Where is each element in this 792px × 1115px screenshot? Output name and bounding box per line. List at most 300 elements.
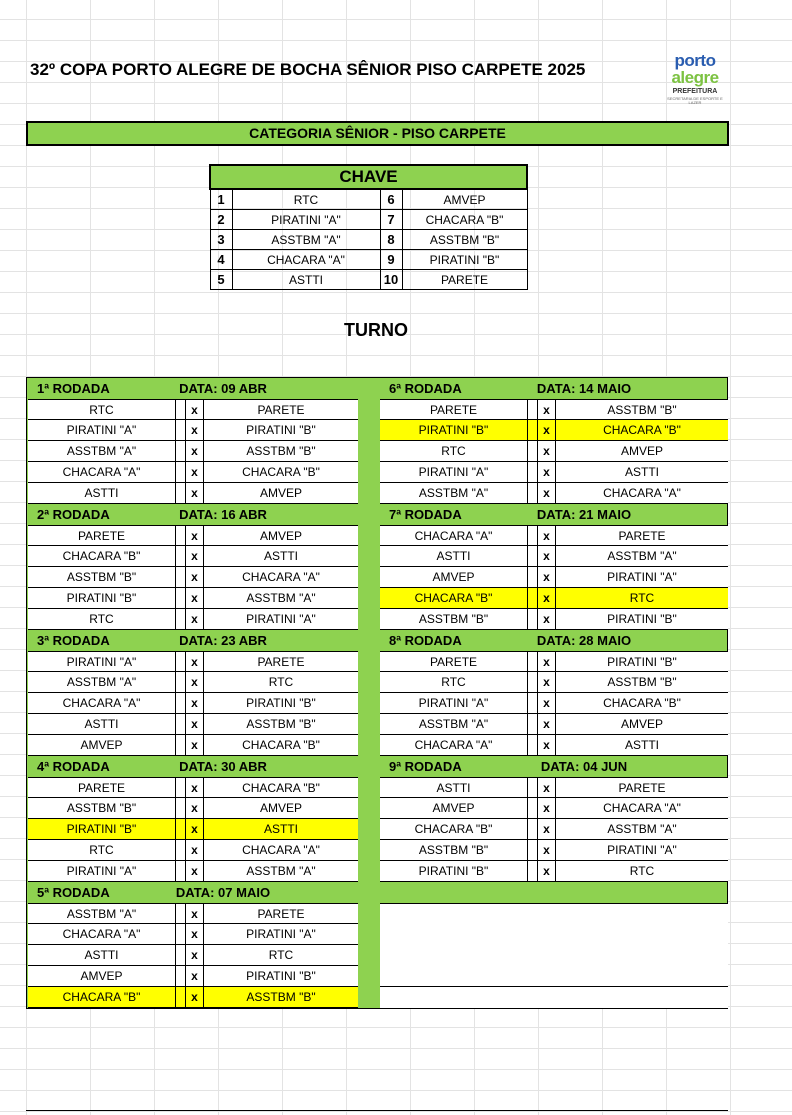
spacer-cell [176, 798, 186, 818]
spacer-cell [176, 588, 186, 608]
away-team: ASSTBM "B" [607, 675, 677, 689]
spacer-cell [176, 400, 186, 419]
spacer-cell [528, 652, 538, 671]
away-team: CHACARA "B" [556, 420, 728, 440]
match-row [380, 609, 728, 630]
versus-mark: x [186, 904, 204, 923]
round-date: DATA: 16 ABR [179, 507, 267, 522]
home-team: PARETE [380, 652, 528, 671]
chave-number: 5 [210, 270, 232, 290]
home-team: ASTTI [28, 945, 176, 965]
home-team: CHACARA "B" [28, 987, 176, 1007]
round-block [28, 630, 358, 756]
chave-number: 4 [210, 250, 232, 270]
round-date: DATA: 07 MAIO [175, 885, 271, 900]
match-row [380, 483, 728, 504]
spacer-cell [176, 924, 186, 944]
round-name: 1ª RODADA [37, 381, 110, 396]
round-date: DATA: 28 MAIO [536, 633, 632, 648]
match-row [380, 546, 728, 567]
match-row [380, 441, 728, 462]
round-date: DATA: 23 ABR [179, 633, 267, 648]
home-team: PIRATINI "A" [28, 420, 176, 440]
away-team: RTC [629, 864, 655, 878]
versus-mark: x [186, 966, 204, 986]
round-header [380, 630, 728, 651]
match-row [28, 567, 358, 588]
versus-mark: x [186, 840, 204, 860]
spacer-cell [528, 441, 538, 461]
match-row [28, 588, 358, 609]
away-team: PARETE [257, 907, 305, 921]
spacer-cell [528, 819, 538, 839]
away-team: ASSTBM "A" [246, 864, 316, 878]
chave-row [210, 210, 527, 230]
chave-team: PIRATINI "A" [232, 210, 380, 230]
match-row [28, 966, 358, 987]
logo-line-secretaria: SECRETARIA DE ESPORTE E LAZER [667, 96, 723, 106]
round-block [28, 378, 358, 504]
away-team: CHACARA "A" [603, 486, 681, 500]
round-header [28, 378, 358, 399]
spacer-cell [176, 904, 186, 923]
match-row [380, 462, 728, 483]
spacer-cell [176, 819, 186, 839]
home-team: ASTTI [380, 778, 528, 797]
page-title: 32º COPA PORTO ALEGRE DE BOCHA SÊNIOR PISO CARPETE 2025 [30, 60, 586, 79]
chave-number: 2 [210, 210, 232, 230]
spacer-cell [176, 546, 186, 566]
logo-line-porto: porto [674, 51, 716, 70]
home-team: CHACARA "B" [28, 546, 176, 566]
match-row [380, 420, 728, 441]
match-row [28, 441, 358, 462]
match-row [380, 819, 728, 840]
chave-team: PIRATINI "B" [402, 250, 527, 270]
match-row [380, 651, 728, 672]
versus-mark: x [538, 400, 556, 419]
away-team: PIRATINI "A" [246, 927, 316, 941]
home-team: CHACARA "A" [380, 735, 528, 755]
home-team: CHACARA "B" [380, 588, 528, 608]
versus-mark: x [538, 861, 556, 881]
versus-mark: x [538, 652, 556, 671]
spacer-cell [528, 462, 538, 482]
away-team: PIRATINI "B" [246, 969, 316, 983]
match-row [28, 714, 358, 735]
match-row [28, 924, 358, 945]
chave-table [209, 164, 528, 290]
chave-team: PARETE [402, 270, 527, 290]
spacer-cell [176, 462, 186, 482]
away-team: CHACARA "A" [242, 570, 320, 584]
away-team: PARETE [618, 781, 666, 795]
match-row [380, 672, 728, 693]
versus-mark: x [186, 693, 204, 713]
match-row [28, 483, 358, 504]
match-row [380, 735, 728, 756]
away-team: AMVEP [620, 444, 663, 458]
versus-mark: x [186, 924, 204, 944]
spacer-cell [176, 987, 186, 1007]
away-team: PIRATINI "B" [607, 612, 677, 626]
away-team: PARETE [257, 403, 305, 417]
away-team: ASSTBM "A" [607, 549, 677, 563]
chave-row [210, 230, 527, 250]
home-team: CHACARA "A" [28, 462, 176, 482]
versus-mark: x [186, 609, 204, 629]
match-row [28, 777, 358, 798]
chave-row [210, 270, 527, 290]
away-team: AMVEP [259, 801, 302, 815]
round-header [380, 378, 728, 399]
round-name: 6ª RODADA [389, 381, 462, 396]
spacer-cell [528, 526, 538, 545]
spacer-cell [176, 567, 186, 587]
away-team: ASSTBM "B" [204, 987, 358, 1007]
spacer-cell [528, 798, 538, 818]
empty-box [380, 903, 728, 1008]
away-team: PIRATINI "A" [246, 612, 316, 626]
spacer-cell [176, 609, 186, 629]
home-team: CHACARA "A" [28, 693, 176, 713]
versus-mark: x [186, 420, 204, 440]
home-team: PARETE [380, 400, 528, 419]
versus-mark: x [186, 798, 204, 818]
away-team: ASSTBM "B" [607, 403, 677, 417]
chave-row [210, 189, 527, 210]
home-team: RTC [28, 609, 176, 629]
versus-mark: x [186, 861, 204, 881]
match-row [28, 546, 358, 567]
prefeitura-logo [664, 52, 726, 106]
schedule-grid [26, 377, 728, 1009]
away-team: PIRATINI "B" [246, 423, 316, 437]
round-name: 3ª RODADA [37, 633, 110, 648]
versus-mark: x [538, 462, 556, 482]
home-team: CHACARA "A" [28, 924, 176, 944]
chave-number: 10 [380, 270, 402, 290]
spacer-cell [176, 652, 186, 671]
away-team: ASTTI [624, 465, 659, 479]
versus-mark: x [538, 546, 556, 566]
home-team: ASTTI [28, 714, 176, 734]
away-team: ASSTBM "B" [246, 444, 316, 458]
logo-line-prefeitura: PREFEITURA [672, 88, 718, 95]
away-team: CHACARA "B" [242, 781, 320, 795]
spacer-cell [176, 840, 186, 860]
round-name: 4ª RODADA [37, 759, 110, 774]
chave-team: AMVEP [402, 189, 527, 210]
chave-row [210, 250, 527, 270]
home-team: ASSTBM "B" [28, 567, 176, 587]
chave-team: RTC [232, 189, 380, 210]
home-team: ASSTBM "A" [28, 441, 176, 461]
home-team: ASSTBM "A" [380, 714, 528, 734]
spacer-cell [528, 420, 538, 440]
match-row [28, 903, 358, 924]
away-team: ASSTBM "B" [246, 717, 316, 731]
match-row [28, 861, 358, 882]
away-team: RTC [268, 948, 294, 962]
away-team: CHACARA "B" [603, 696, 681, 710]
round-header [28, 630, 358, 651]
away-team: PIRATINI "B" [246, 696, 316, 710]
away-team: RTC [556, 588, 728, 608]
versus-mark: x [538, 735, 556, 755]
chave-number: 1 [210, 189, 232, 210]
spacer-cell [176, 672, 186, 692]
away-team: PARETE [257, 655, 305, 669]
home-team: ASSTBM "B" [28, 798, 176, 818]
round-name: 9ª RODADA [389, 759, 462, 774]
round-header [28, 756, 358, 777]
home-team: PIRATINI "A" [28, 652, 176, 671]
round-header [28, 882, 358, 903]
home-team: ASSTBM "A" [28, 672, 176, 692]
away-team: AMVEP [259, 486, 302, 500]
round-header [380, 756, 728, 777]
round-block [380, 378, 728, 504]
away-team: RTC [268, 675, 294, 689]
round-name: 7ª RODADA [389, 507, 462, 522]
round-block [380, 630, 728, 756]
home-team: ASSTBM "A" [380, 483, 528, 503]
versus-mark: x [186, 735, 204, 755]
versus-mark: x [186, 778, 204, 797]
round-date: DATA: 14 MAIO [536, 381, 632, 396]
spacer-cell [176, 714, 186, 734]
away-team: AMVEP [620, 717, 663, 731]
home-team: PARETE [28, 778, 176, 797]
round-name: 8ª RODADA [389, 633, 462, 648]
spacer-cell [176, 966, 186, 986]
round-block [28, 882, 358, 1008]
match-row [28, 672, 358, 693]
spacer-cell [528, 714, 538, 734]
versus-mark: x [538, 819, 556, 839]
home-team: PIRATINI "B" [380, 420, 528, 440]
spacer-cell [176, 441, 186, 461]
round-block [28, 756, 358, 882]
spacer-cell [528, 672, 538, 692]
spacer-cell [528, 483, 538, 503]
spacer-cell [528, 735, 538, 755]
round-block [28, 504, 358, 630]
footer-divider [26, 1110, 728, 1111]
away-team: ASSTBM "A" [607, 822, 677, 836]
versus-mark: x [186, 483, 204, 503]
home-team: AMVEP [28, 735, 176, 755]
chave-team: ASTTI [232, 270, 380, 290]
match-row [28, 525, 358, 546]
home-team: CHACARA "B" [380, 819, 528, 839]
chave-team: ASSTBM "B" [402, 230, 527, 250]
chave-team: CHACARA "A" [232, 250, 380, 270]
versus-mark: x [186, 652, 204, 671]
away-team: ASTTI [263, 549, 298, 563]
chave-number: 6 [380, 189, 402, 210]
away-team: ASTTI [624, 738, 659, 752]
match-row [28, 693, 358, 714]
spacer-cell [176, 778, 186, 797]
match-row [28, 840, 358, 861]
match-row [380, 840, 728, 861]
spacer-cell [176, 735, 186, 755]
match-row [28, 798, 358, 819]
home-team: CHACARA "A" [380, 526, 528, 545]
versus-mark: x [538, 840, 556, 860]
match-row [380, 588, 728, 609]
versus-mark: x [186, 567, 204, 587]
home-team: PIRATINI "A" [28, 861, 176, 881]
home-team: ASSTBM "A" [28, 904, 176, 923]
versus-mark: x [186, 819, 204, 839]
match-row [380, 693, 728, 714]
versus-mark: x [186, 945, 204, 965]
versus-mark: x [538, 672, 556, 692]
versus-mark: x [186, 672, 204, 692]
home-team: RTC [380, 672, 528, 692]
versus-mark: x [538, 798, 556, 818]
match-row [28, 420, 358, 441]
match-row [28, 399, 358, 420]
home-team: RTC [28, 400, 176, 419]
versus-mark: x [186, 526, 204, 545]
category-banner: CATEGORIA SÊNIOR - PISO CARPETE [26, 121, 729, 146]
spacer-cell [528, 693, 538, 713]
home-team: RTC [380, 441, 528, 461]
home-team: PIRATINI "A" [380, 693, 528, 713]
versus-mark: x [538, 609, 556, 629]
versus-mark: x [186, 400, 204, 419]
home-team: PIRATINI "B" [28, 819, 176, 839]
match-row [28, 819, 358, 840]
home-team: ASTTI [28, 483, 176, 503]
versus-mark: x [186, 588, 204, 608]
match-row [380, 798, 728, 819]
away-team: CHACARA "B" [242, 465, 320, 479]
round-date: DATA: 21 MAIO [536, 507, 632, 522]
match-row [28, 609, 358, 630]
away-team: ASSTBM "A" [246, 591, 316, 605]
logo-line-alegre: alegre [671, 68, 719, 87]
spacer-cell [528, 567, 538, 587]
spacer-cell [176, 693, 186, 713]
chave-number: 9 [380, 250, 402, 270]
match-row [28, 987, 358, 1008]
away-team: PIRATINI "A" [607, 570, 677, 584]
round-date: DATA: 09 ABR [179, 381, 267, 396]
spacer-cell [176, 483, 186, 503]
match-row [380, 567, 728, 588]
match-row [380, 714, 728, 735]
home-team: AMVEP [28, 966, 176, 986]
spacer-cell [176, 526, 186, 545]
schedule-left-column [28, 378, 358, 1008]
match-row [380, 399, 728, 420]
spacer-cell [528, 546, 538, 566]
round-header [380, 504, 728, 525]
versus-mark: x [186, 546, 204, 566]
chave-team: ASSTBM "A" [232, 230, 380, 250]
home-team: ASSTBM "B" [380, 840, 528, 860]
spacer-cell [528, 861, 538, 881]
away-team: PIRATINI "B" [607, 655, 677, 669]
away-team: CHACARA "A" [242, 843, 320, 857]
home-team: RTC [28, 840, 176, 860]
spacer-cell [528, 609, 538, 629]
spacer-cell [528, 778, 538, 797]
versus-mark: x [538, 693, 556, 713]
versus-mark: x [538, 588, 556, 608]
round-date: DATA: 30 ABR [179, 759, 267, 774]
round-block [380, 756, 728, 882]
spacer-cell [528, 840, 538, 860]
spacer-cell [528, 400, 538, 419]
turno-heading: TURNO [344, 320, 408, 340]
versus-mark: x [186, 987, 204, 1007]
versus-mark: x [186, 714, 204, 734]
home-team: PIRATINI "B" [380, 861, 528, 881]
versus-mark: x [186, 462, 204, 482]
spacer-cell [176, 420, 186, 440]
home-team: ASTTI [380, 546, 528, 566]
home-team: PIRATINI "B" [28, 588, 176, 608]
chave-header: CHAVE [210, 165, 527, 189]
match-row [28, 945, 358, 966]
versus-mark: x [538, 483, 556, 503]
versus-mark: x [538, 420, 556, 440]
away-team: AMVEP [259, 529, 302, 543]
versus-mark: x [538, 441, 556, 461]
spacer-cell [528, 588, 538, 608]
versus-mark: x [538, 526, 556, 545]
chave-team: CHACARA "B" [402, 210, 527, 230]
schedule-right-column [380, 378, 728, 882]
versus-mark: x [186, 441, 204, 461]
versus-mark: x [538, 567, 556, 587]
match-row [380, 861, 728, 882]
home-team: AMVEP [380, 567, 528, 587]
chave-number: 3 [210, 230, 232, 250]
match-row [28, 651, 358, 672]
away-team: PIRATINI "A" [607, 843, 677, 857]
away-team: CHACARA "A" [603, 801, 681, 815]
round-date: DATA: 04 JUN [540, 759, 628, 774]
round-name: 2ª RODADA [37, 507, 110, 522]
away-team: PARETE [618, 529, 666, 543]
home-team: PARETE [28, 526, 176, 545]
empty-box-divider [380, 986, 728, 987]
match-row [380, 525, 728, 546]
home-team: AMVEP [380, 798, 528, 818]
versus-mark: x [538, 778, 556, 797]
versus-mark: x [538, 714, 556, 734]
home-team: ASSTBM "B" [380, 609, 528, 629]
match-row [380, 777, 728, 798]
spacer-cell [176, 945, 186, 965]
round-name: 5ª RODADA [37, 885, 110, 900]
home-team: PIRATINI "A" [380, 462, 528, 482]
match-row [28, 462, 358, 483]
spacer-cell [176, 861, 186, 881]
away-team: ASTTI [204, 819, 358, 839]
match-row [28, 735, 358, 756]
round-block [380, 504, 728, 630]
away-team: CHACARA "B" [242, 738, 320, 752]
round-header [28, 504, 358, 525]
